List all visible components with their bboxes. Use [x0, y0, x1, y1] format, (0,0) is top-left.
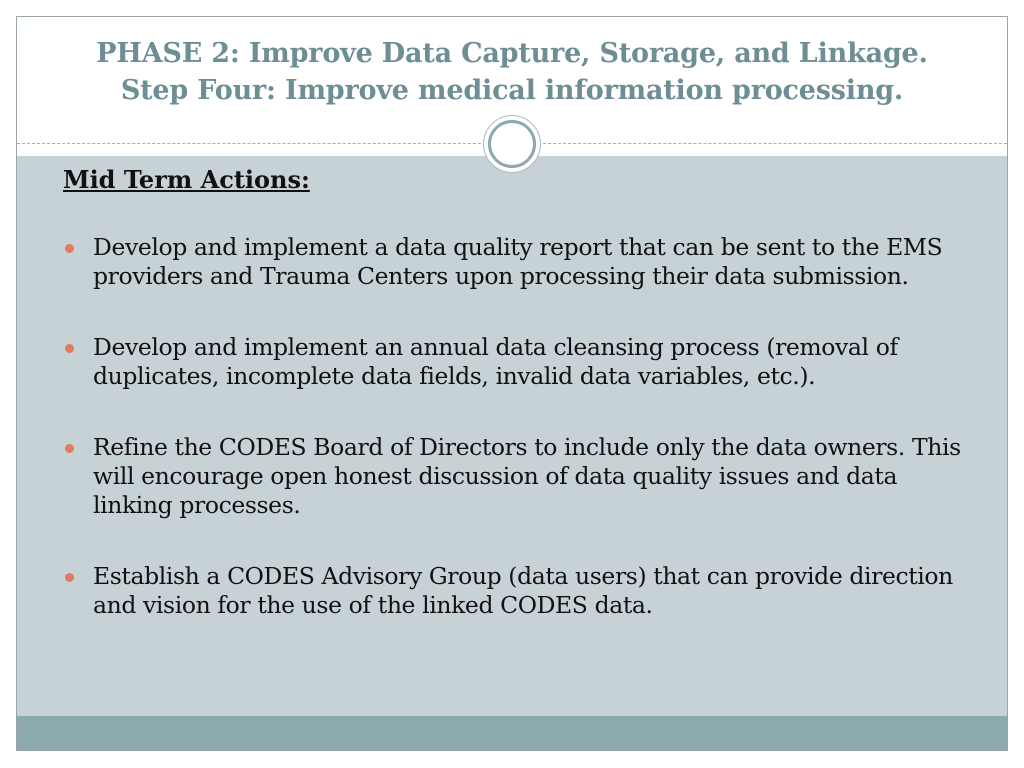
bullet-list — [63, 233, 963, 620]
bullet-text: Develop and implement a data quality report that can be sent to the EMS providers and Trauma Centers upon processing their data submission. — [93, 233, 943, 290]
bullet-dot-icon — [65, 444, 74, 453]
circle-ornament-inner — [488, 120, 536, 168]
circle-ornament-icon — [483, 115, 541, 173]
slide-content — [63, 165, 963, 662]
title-line-1: PHASE 2: Improve Data Capture, Storage, and Linkage. — [96, 38, 928, 69]
section-heading: Mid Term Actions: — [63, 165, 310, 194]
footer-bar — [17, 716, 1007, 750]
bullet-text: Refine the CODES Board of Directors to include only the data owners. This will encourage open honest discussion of data quality issues and data linking processes. — [93, 433, 961, 519]
slide — [16, 16, 1008, 751]
title-line-2: Step Four: Improve medical information processing. — [120, 75, 904, 106]
bullet-item — [63, 433, 963, 520]
bullet-item — [63, 562, 963, 620]
bullet-item — [63, 233, 963, 291]
bullet-text: Develop and implement an annual data cleansing process (removal of duplicates, incomplete data fields, invalid data variables, etc.). — [93, 333, 898, 390]
bullet-text: Establish a CODES Advisory Group (data users) that can provide direction and vision for the use of the linked CODES data. — [93, 562, 953, 619]
bullet-item — [63, 333, 963, 391]
bullet-dot-icon — [65, 244, 74, 253]
bullet-dot-icon — [65, 344, 74, 353]
bullet-dot-icon — [65, 573, 74, 582]
